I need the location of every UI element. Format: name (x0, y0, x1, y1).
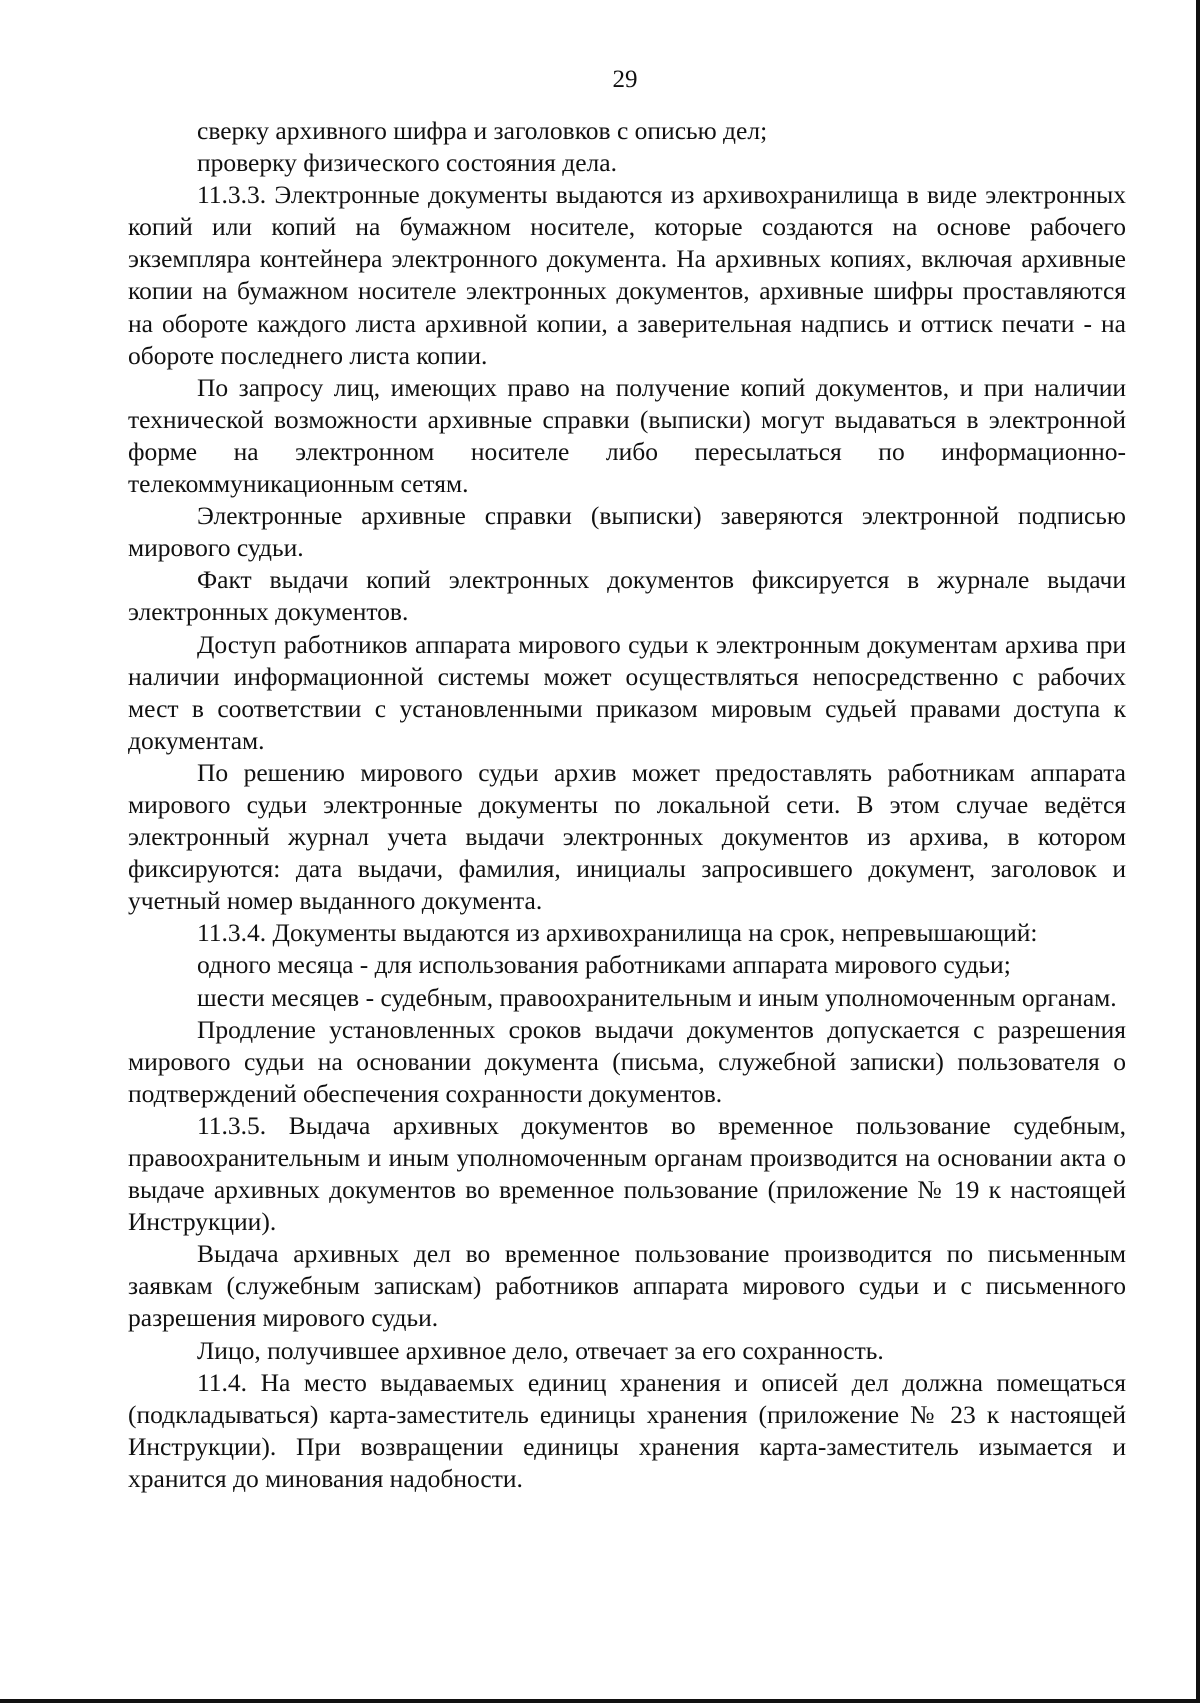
paragraph: шести месяцев - судебным, правоохранительным и иным уполномоченным органам. (197, 982, 1117, 1012)
paragraph: По запросу лиц, имеющих право на получение копий документов, и при наличии технической возможности архивные справки (выписки) могут выдаваться в электронной форме на электронном носителе либо пересылаться по информационно-телекоммуникационным сетям. (128, 372, 1126, 499)
paragraph: Лицо, получившее архивное дело, отвечает за его сохранность. (197, 1335, 884, 1365)
paragraph: Факт выдачи копий электронных документов фиксируется в журнале выдачи электронных документов. (128, 565, 1126, 627)
page-number: 29 (612, 66, 638, 93)
paragraph: 11.3.4. Документы выдаются из архивохранилища на срок, непревышающий: (197, 918, 1038, 948)
paragraph: Доступ работников аппарата мирового судьи к электронным документам архива при наличии информационной системы может осуществляться непосредственно с рабочих мест в соответствии с установленными приказом мировым судьей правами доступа к документам. (128, 629, 1126, 755)
paragraph: 11.4. На место выдаваемых единиц хранения и описей дел должна помещаться (подкладываться) карта-заместитель единицы хранения (приложение № 23 к настоящей Инструкции). При возвращении единицы хранения карта-заместитель изымается и хранится до минования надобности. (128, 1367, 1126, 1493)
paragraph: Выдача архивных дел во временное пользование производится по письменным заявкам (служебным запискам) работников аппарата мирового судьи и с письменного разрешения мирового судьи. (128, 1239, 1126, 1333)
paragraph: 11.3.3. Электронные документы выдаются из архивохранилища в виде электронных копий или копий на бумажном носителе, которые создаются на основе рабочего экземпляра контейнера электронного документа. На архивных копиях, включая архивные копии на бумажном носителе электронных документов, архивные шифры проставляются на обороте каждого листа архивной копии, а заверительная надпись и оттиск печати - на обороте последнего листа копии. (128, 180, 1126, 370)
paragraph: Продление установленных сроков выдачи документов допускается с разрешения мирового судьи на основании документа (письма, служебной записки) пользователя о подтверждений обеспечения сохранности документов. (128, 1014, 1126, 1108)
scan-edge-bottom (0, 1699, 1200, 1703)
document-body (128, 115, 1126, 1495)
paragraph: По решению мирового судьи архив может предоставлять работникам аппарата мирового судьи электронные документы по локальной сети. В этом случае ведётся электронный журнал учета выдачи электронных документов из архива, в котором фиксируются: дата выдачи, фамилия, инициалы запросившего документ, заголовок и учетный номер выданного документа. (128, 757, 1126, 916)
paragraph: 11.3.5. Выдача архивных документов во временное пользование судебным, правоохранительным и иным уполномоченным органам производится на основании акта о выдаче архивных документов во временное пользование (приложение № 19 к настоящей Инструкции). (128, 1110, 1126, 1237)
paragraph: одного месяца - для использования работниками аппарата мирового судьи; (197, 950, 1011, 980)
paragraph: Электронные архивные справки (выписки) заверяются электронной подписью мирового судьи. (128, 501, 1126, 563)
paragraph: проверку физического состояния дела. (197, 148, 617, 178)
paragraph: сверку архивного шифра и заголовков с описью дел; (197, 116, 768, 145)
scan-edge-right (1196, 0, 1200, 1703)
